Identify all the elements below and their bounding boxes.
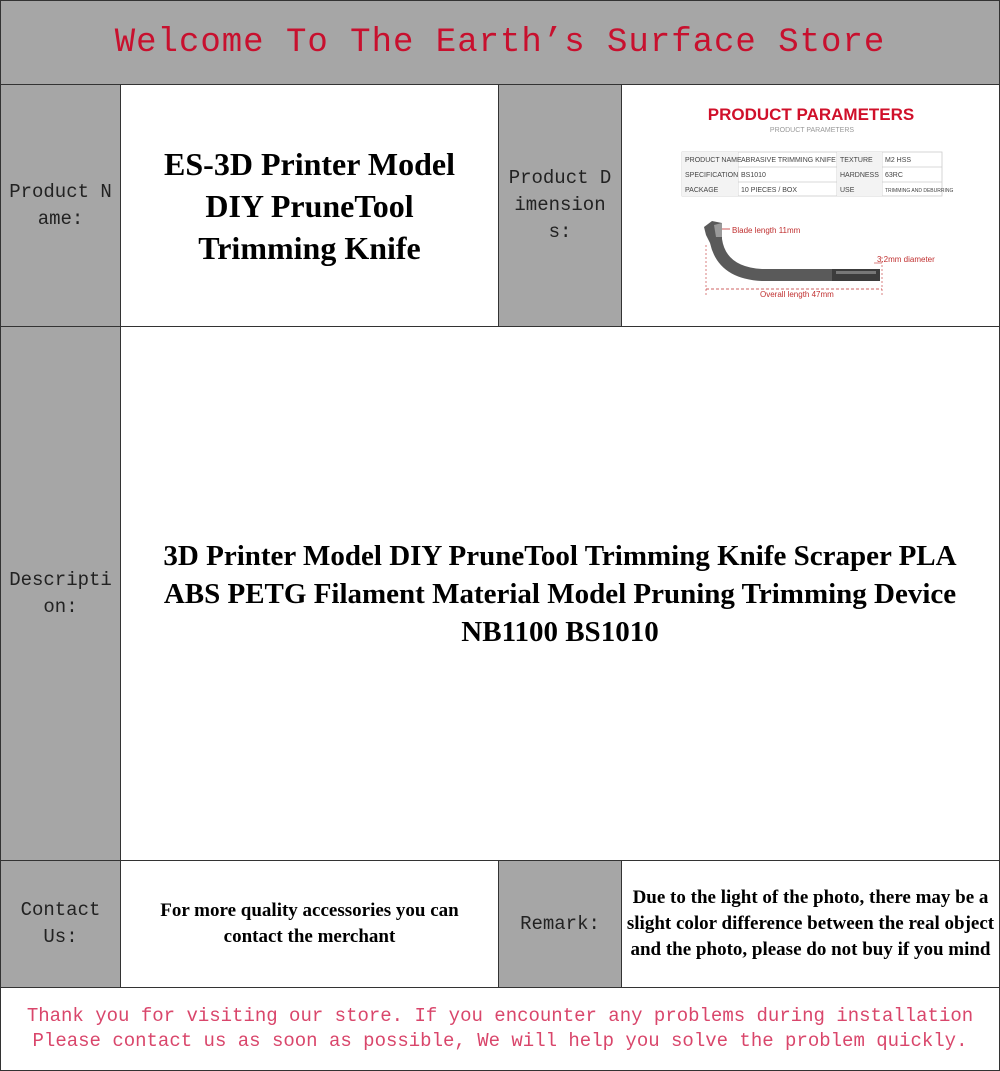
product-name: ES-3D Printer Model DIY PruneTool Trimming Knife [164,145,455,266]
store-header [0,0,1000,85]
parameters-table-cell: HARDNESS [840,172,879,179]
parameters-title: PRODUCT PARAMETERS [707,105,915,124]
overall-length-label: Overall length 47mm [760,290,834,299]
diameter-label: 3.2mm diameter [877,255,935,264]
remark-text: Due to the light of the photo, there may be a slight color difference between the real object and the photo, please do not buy if you mind [626,887,995,960]
product-name-cell [120,84,499,327]
blade-length-label: Blade length 11mm [732,226,801,235]
parameters-table-cell: 63RC [885,172,903,179]
product-dimensions-label-cell [498,84,622,327]
footer-line-2: Please contact us as soon as possible, We will help you solve the problem quickly. [32,1030,968,1052]
parameters-table-cell: SPECIFICATION [685,172,739,179]
contact-label: Contact Us: [20,899,101,948]
product-name-label-cell [0,84,121,327]
remark-label: Remark: [520,912,600,935]
product-name-label: Product Name: [9,180,112,230]
parameters-table-cell: TEXTURE [840,157,873,164]
description-label-cell [0,326,121,861]
contact-text-cell [120,860,499,988]
parameters-table-cell: USE [840,187,855,194]
remark-text-cell [621,860,1000,988]
parameters-table-cell: ABRASIVE TRIMMING KNIFE [741,157,836,164]
store-title: Welcome To The Earth’s Surface Store [114,23,886,62]
description-text: 3D Printer Model DIY PruneTool Trimming Knife Scraper PLA ABS PETG Filament Material Model Pruning Trimming Device NB1100 BS1010 [163,539,957,648]
footer-line-1: Thank you for visiting our store. If you encounter any problems during installation [26,1005,974,1027]
parameters-subtitle: PRODUCT PARAMETERS [769,127,855,134]
product-parameters-image [621,84,1000,327]
footer [0,987,1000,1071]
parameters-table-cell: PACKAGE [685,187,719,194]
parameters-graphic [622,85,1000,327]
parameters-table-cell: 10 PIECES / BOX [741,187,798,194]
product-dimensions-label: Product Dimensions: [508,167,612,243]
contact-label-cell [0,860,121,988]
description-cell [120,326,1000,861]
parameters-table-cell: M2 HSS [885,157,912,164]
parameters-table-cell: BS1010 [741,172,766,179]
parameters-table-cell: TRIMMING AND DEBURRING [885,188,954,194]
parameters-table-cell: PRODUCT NAME [685,157,742,164]
remark-label-cell [498,860,622,988]
description-label: Description: [9,568,112,618]
contact-text: For more quality accessories you can contact the merchant [160,900,459,947]
